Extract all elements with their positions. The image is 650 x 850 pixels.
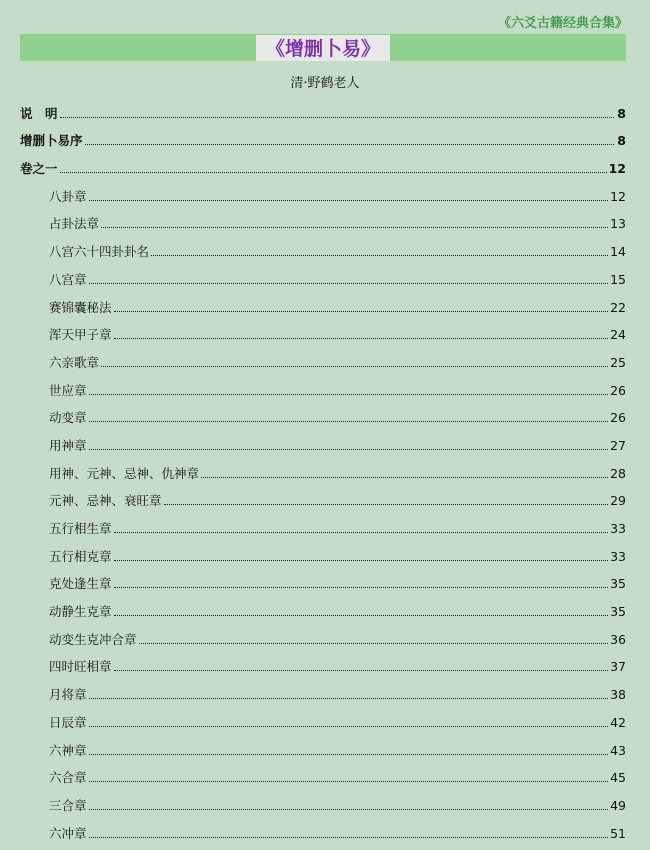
toc-entry-page: 43 [610,742,626,758]
book-title: 《增删卜易》 [256,35,390,61]
toc-entry[interactable] [20,260,626,288]
toc-entry[interactable] [20,675,626,703]
toc-entry-page: 35 [610,576,626,592]
toc-entry-page: 36 [610,631,626,647]
toc-entry[interactable] [20,509,626,537]
toc-entry[interactable] [20,620,626,648]
toc-leader-dots [114,310,609,312]
toc-entry-label: 动变章 [49,410,87,426]
toc-leader-dots [89,448,609,450]
toc-entry[interactable] [20,232,626,260]
toc-entry-page: 49 [610,797,626,813]
toc-entry[interactable] [20,537,626,565]
toc-leader-dots [60,171,607,173]
toc-entry-page: 12 [610,188,626,204]
toc-entry-label: 五行相生章 [49,521,112,536]
toc-entry[interactable] [20,454,626,482]
toc-entry[interactable] [20,814,626,842]
toc-entry-page: 26 [610,410,626,426]
toc-entry-page: 22 [610,299,626,315]
toc-entry-page: 13 [610,216,626,232]
toc-entry-label: 卷之一 [20,161,58,177]
toc-entry-label: 克处逢生章 [49,576,112,592]
toc-entry-label: 动变生克冲合章 [49,631,137,647]
toc-entry-label: 八卦章 [49,188,87,204]
toc-entry-label: 世应章 [49,382,87,398]
toc-entry-page: 12 [608,161,626,177]
author-line: 清·野鹤老人 [290,76,360,91]
toc-entry-page: 27 [610,437,626,453]
toc-entry-label: 八宫六十四卦卦名 [49,244,150,260]
toc-entry-page: 26 [610,382,626,398]
toc-entry-label: 日辰章 [49,714,87,730]
series-title: 《六爻古籍经典合集》 [497,16,628,31]
toc-leader-dots [89,282,609,284]
toc-entry-label: 三合章 [49,797,87,813]
toc-leader-dots [89,780,609,782]
toc-entry-page: 14 [610,244,626,260]
toc-entry[interactable] [20,316,626,344]
toc-entry[interactable] [20,426,626,454]
toc-entry-page: 24 [610,327,626,343]
toc-leader-dots [89,725,609,727]
toc-entry-page: 33 [610,548,626,564]
toc-entry-page: 33 [610,521,626,536]
toc-entry[interactable] [20,371,626,399]
toc-entry-page: 28 [610,465,626,481]
toc-leader-dots [151,254,608,256]
toc-entry-label: 浑天甲子章 [49,327,112,343]
toc-entry-label: 六合章 [49,770,87,786]
toc-entry[interactable] [20,343,626,371]
toc-entry-label: 月将章 [49,687,87,703]
table-of-contents [20,94,626,842]
toc-entry-page: 15 [610,271,626,287]
toc-entry[interactable] [20,399,626,427]
toc-entry[interactable] [20,731,626,759]
toc-leader-dots [85,143,614,145]
toc-leader-dots [60,116,614,118]
toc-entry[interactable] [20,703,626,731]
toc-leader-dots [164,503,609,505]
toc-entry[interactable] [20,149,626,177]
toc-entry-page: 51 [610,825,626,841]
toc-entry[interactable] [20,288,626,316]
toc-entry[interactable] [20,565,626,593]
toc-leader-dots [139,642,609,644]
title-banner [20,34,626,61]
toc-entry-page: 25 [610,354,626,370]
toc-leader-dots [89,836,609,838]
toc-entry-label: 八宫章 [49,271,87,287]
toc-leader-dots [114,531,609,533]
toc-entry-page: 35 [610,604,626,620]
toc-entry[interactable] [20,786,626,814]
toc-leader-dots [114,337,609,339]
toc-leader-dots [114,559,609,561]
toc-entry[interactable] [20,482,626,510]
toc-leader-dots [89,393,609,395]
toc-entry-label: 六亲歌章 [49,354,100,370]
toc-entry-page: 45 [610,770,626,786]
toc-leader-dots [89,420,609,422]
toc-entry-label: 六冲章 [49,825,87,841]
toc-entry-page: 38 [610,687,626,703]
toc-leader-dots [114,669,609,671]
toc-leader-dots [89,199,609,201]
toc-entry-page: 8 [617,105,626,121]
toc-leader-dots [114,614,609,616]
toc-leader-dots [89,753,609,755]
toc-entry[interactable] [20,205,626,233]
toc-entry[interactable] [20,122,626,150]
toc-entry[interactable] [20,177,626,205]
toc-entry-page: 29 [610,493,626,509]
toc-entry[interactable] [20,648,626,676]
toc-entry-label: 赛锦囊秘法 [49,299,112,315]
toc-entry-label: 用神、元神、忌神、仇神章 [49,465,200,481]
toc-entry[interactable] [20,759,626,787]
toc-entry[interactable] [20,592,626,620]
toc-leader-dots [89,808,609,810]
toc-leader-dots [101,226,608,228]
toc-entry-page: 37 [610,659,626,675]
toc-entry-label: 动静生克章 [49,604,112,620]
toc-entry-label: 五行相克章 [49,548,112,564]
toc-entry-label: 占卦法章 [49,216,100,232]
toc-leader-dots [101,365,608,367]
toc-entry-page: 8 [617,133,626,149]
toc-entry-label: 六神章 [49,742,87,758]
toc-leader-dots [201,476,608,478]
toc-leader-dots [114,586,609,588]
toc-entry-page: 42 [610,714,626,730]
toc-entry-label: 说 明 [20,105,58,121]
toc-entry-label: 元神、忌神、衰旺章 [49,493,162,509]
toc-entry-label: 用神章 [49,437,87,453]
toc-entry-label: 增删卜易序 [20,133,83,149]
toc-entry-label: 四时旺相章 [49,659,112,675]
toc-entry[interactable] [20,94,626,122]
toc-leader-dots [89,697,609,699]
